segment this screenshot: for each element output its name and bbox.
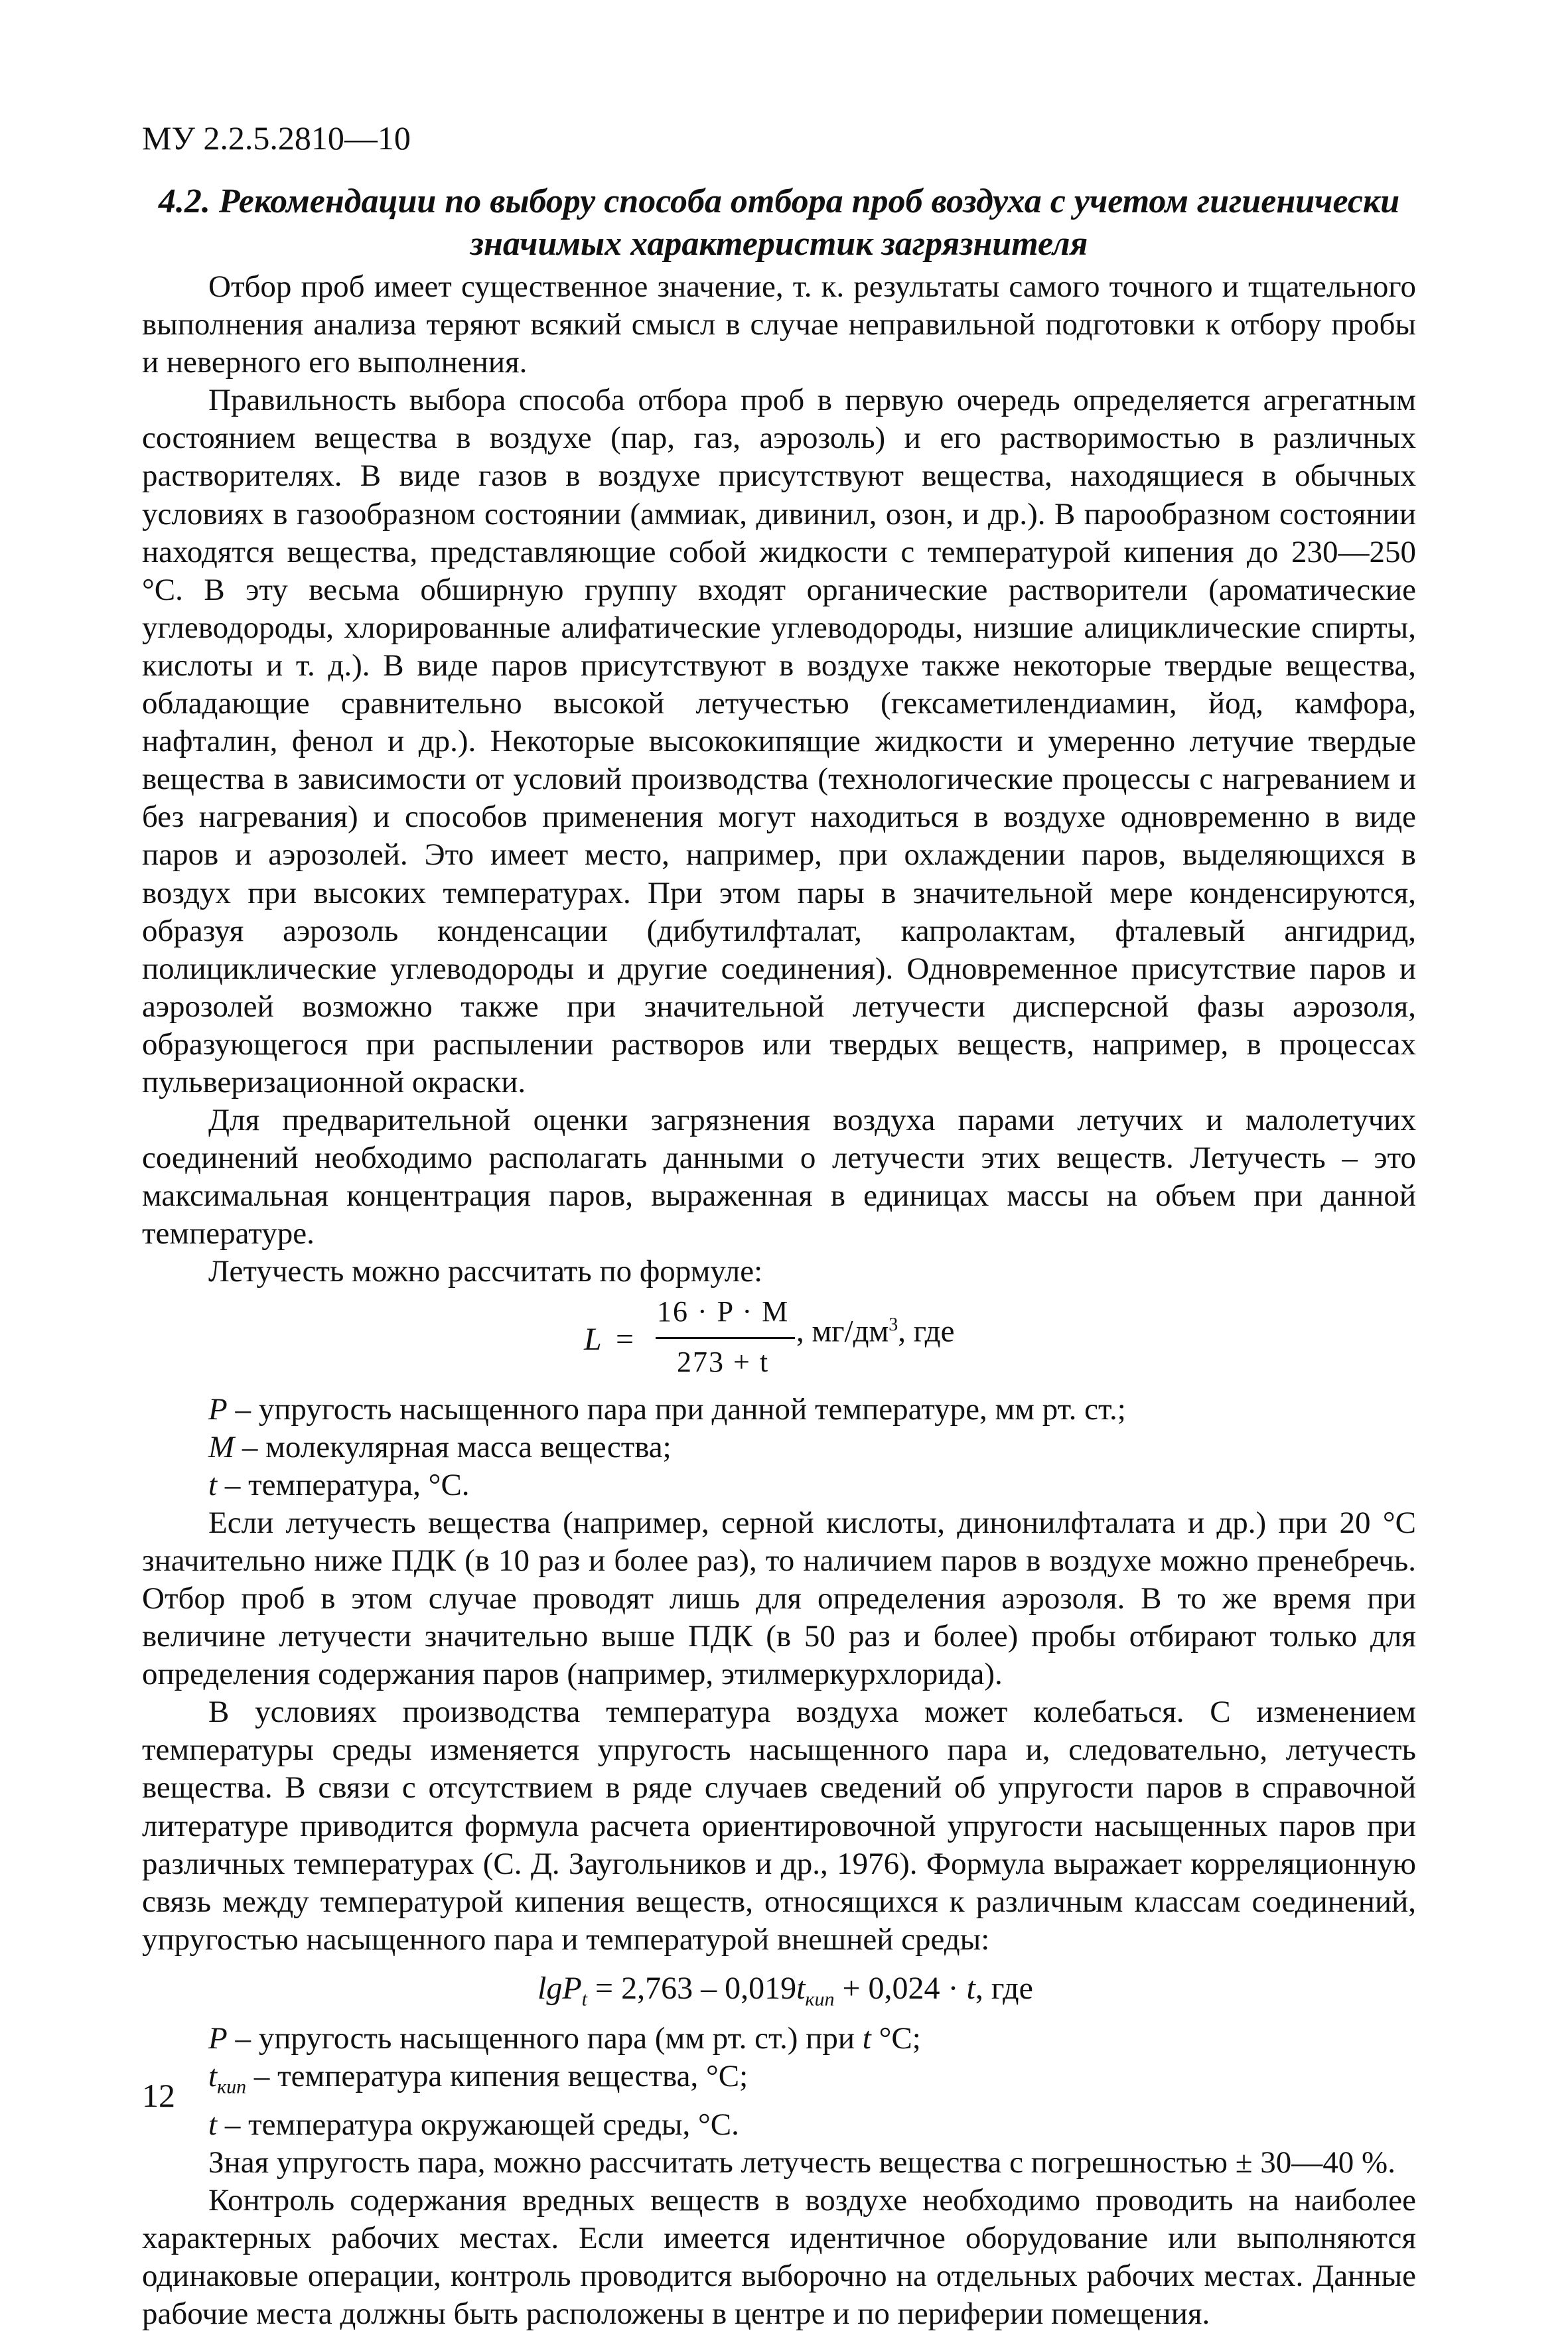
paragraph-8: Контроль содержания вредных веществ в воздухе необходимо проводить на наиболее характерных рабочих местах. Если имеется идентичное оборудование или выполняются одинаковые операции, контроль проводится выборочно на отдельных рабочих местах. Данные рабочие места должны быть расположены в центре и по периферии помещения. xyxy=(142,2182,1416,2331)
formula-denominator: 273 + t xyxy=(677,1345,770,1378)
volatility-formula xyxy=(142,1291,1416,1391)
section-title-line-1: 4.2. Рекомендации по выбору способа отбора проб воздуха с учетом гигиенически xyxy=(158,182,1400,220)
definition-t: t – температура, °С. xyxy=(208,1467,470,1502)
formula2-expression: $\lg P_t = 2,763 - 0,019t_{кип} + 0,024 \cdot t$, где xyxy=(537,1970,1033,2011)
paragraph-5: Если летучесть вещества (например, серной кислоты, динонилфталата и др.) при 20 °С значительно ниже ПДК (в 10 раз и более раз), то наличием паров в воздухе можно пренебречь. Отбор проб в этом случае проводят лишь для определения аэрозоля. В то же время при величине летучести значительно выше ПДК (в 50 раз и более) пробы отбирают только для определения содержания паров (например, этилмеркурхлорида). xyxy=(142,1505,1416,1692)
formula-equals: = xyxy=(616,1321,634,1357)
definition-m: M – молекулярная масса вещества; xyxy=(208,1429,672,1464)
paragraph-1: Отбор проб имеет существенное значение, т. к. результаты самого точного и тщательного выполнения анализа теряют всякий смысл в случае неправильной подготовки к отбору пробы и неверного его выполнения. xyxy=(142,269,1416,380)
fraction-bar xyxy=(656,1337,795,1339)
definition2-p: P – упругость насыщенного пара (мм рт. ст.) при t °С; xyxy=(208,2020,921,2056)
section-title-line-2: значимых характеристик загрязнителя xyxy=(470,225,1088,263)
page-number: 12 xyxy=(142,2077,175,2114)
paragraph-2: Правильность выбора способа отбора проб в первую очередь определяется агрегатным состоянием вещества в воздухе (пар, газ, аэрозоль) и его растворимостью в различных растворителях. В виде газов в воздухе присутствуют вещества, находящиеся в обычных условиях в газообразном состоянии (аммиак, дивинил, озон, и др.). В парообразном состоянии находятся вещества, представляющие собой жидкости с температурой кипения до 230—250 °С. В эту весьма обширную группу входят органические растворители (ароматические углеводороды, хлорированные алифатические углеводороды, низшие алициклические спирты, кислоты и т. д.). В виде паров присутствуют в воздухе также некоторые твердые вещества, обладающие сравнительно высокой летучестью (гексаметилендиамин, йод, камфора, нафталин, фенол и др.). Некоторые высококипящие жидкости и умеренно летучие твердые вещества в зависимости от условий производства (технологические процессы с нагреванием и без нагревания) и способов применения могут находиться в воздухе одновременно в виде паров и аэрозолей. Это имеет место, например, при охлаждении паров, выделяющихся в воздух при высоких температурах. При этом пары в значительной мере конденсируются, образуя аэрозоль конденсации (дибутилфталат, капролактам, фталевый ангидрид, полициклические углеводороды и другие соединения). Одновременное присутствие паров и аэрозолей возможно также при значительной летучести дисперсной фазы аэрозоля, образующегося при распылении растворов или твердых веществ, например, в процессах пульверизационной окраски. xyxy=(142,383,1416,1099)
definition-p: P – упругость насыщенного пара при данной температуре, мм рт. ст.; xyxy=(208,1391,1126,1427)
formula-lhs: L xyxy=(584,1321,602,1357)
section-title xyxy=(142,180,1416,265)
main-text xyxy=(142,268,1416,2333)
definition2-tkip: $t_{кип}$ – температура кипения вещества, °С; xyxy=(208,2059,748,2098)
paragraph-7: Зная упругость пара, можно рассчитать летучесть вещества с погрешностью ± 30—40 %. xyxy=(208,2145,1395,2180)
paragraph-4: Летучесть можно рассчитать по формуле: xyxy=(208,1254,763,1289)
document-code: МУ 2.2.5.2810—10 xyxy=(142,119,411,157)
paragraph-3: Для предварительной оценки загрязнения воздуха парами летучих и малолетучих соединений необходимо располагать данными о летучести этих веществ. Летучесть – это максимальная концентрация паров, выраженная в единицах массы на объем при данной температуре. xyxy=(142,1103,1416,1251)
vapor-pressure-formula xyxy=(142,1959,1416,2020)
formula-units: , $мг/дм^3$, где xyxy=(796,1314,955,1349)
definition2-t: t – температура окружающей среды, °С. xyxy=(208,2107,739,2142)
formula-numerator: 16 · P · M xyxy=(657,1295,790,1328)
paragraph-6: В условиях производства температура воздуха может колебаться. С изменением температуры среды изменяется упругость насыщенного пара и, следовательно, летучесть вещества. В связи с отсутствием в ряде случаев сведений об упругости паров в справочной литературе приводится формула расчета ориентировочной упругости насыщенных паров при различных температурах (С. Д. Заугольников и др., 1976). Формула выражает корреляционную связь между температурой кипения веществ, относящихся к различным классам соединений, упругостью насыщенного пара и температурой внешней среды: xyxy=(142,1695,1416,1957)
